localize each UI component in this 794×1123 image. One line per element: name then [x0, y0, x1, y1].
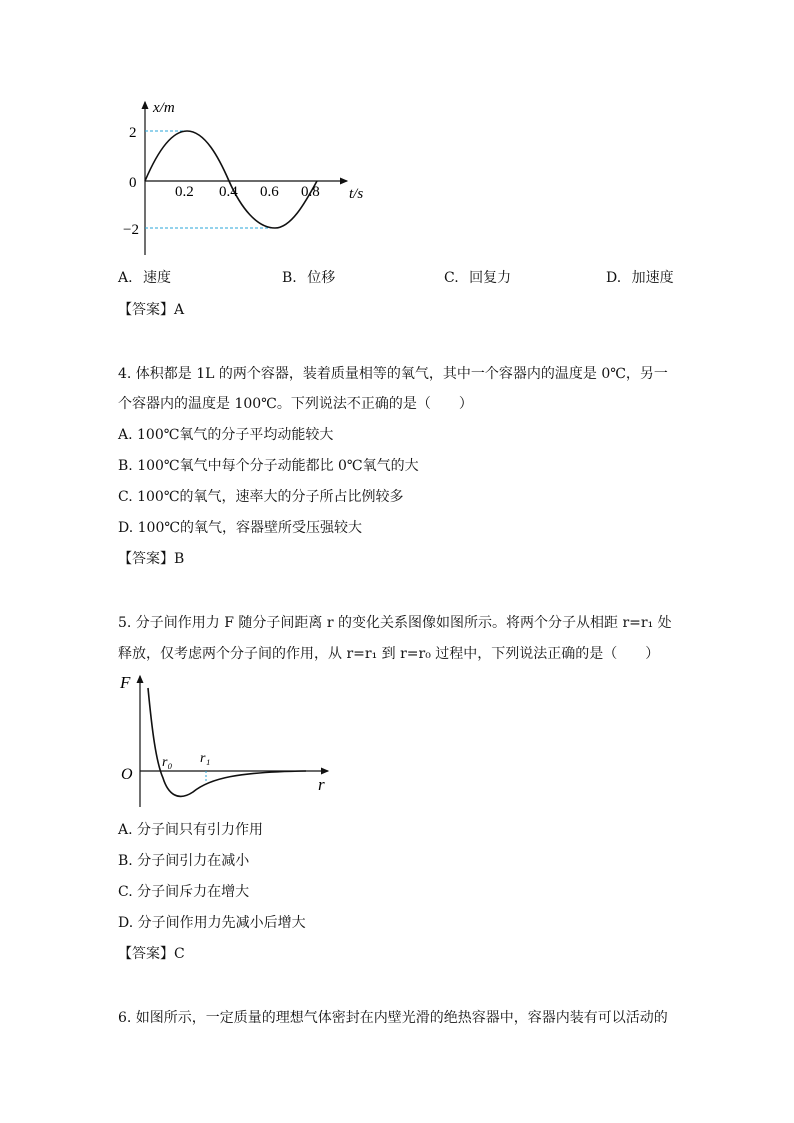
q5-option-b[interactable]: B. 分子间引力在减小 — [118, 853, 250, 869]
q5-answer: 【答案】C — [118, 946, 185, 962]
r-axis-label: r — [318, 775, 325, 794]
sine-curve — [145, 131, 317, 228]
x-tick-0.6: 0.6 — [260, 184, 279, 200]
r0-label: r₀ — [162, 755, 173, 770]
xt-graph — [125, 98, 365, 258]
q4-option-d[interactable]: D. 100℃的氧气，容器壁所受压强较大 — [118, 520, 363, 536]
origin-label: O — [121, 766, 133, 783]
q5-option-c[interactable]: C. 分子间斥力在增大 — [118, 884, 250, 900]
q5-option-d[interactable]: D. 分子间作用力先减小后增大 — [118, 915, 306, 931]
f-axis-label: F — [120, 673, 131, 692]
q5-option-a[interactable]: A. 分子间只有引力作用 — [118, 822, 264, 838]
option-letter: D. — [606, 270, 622, 286]
x-tick-0.4: 0.4 — [219, 184, 238, 200]
force-distance-graph — [118, 670, 338, 810]
y-tick-2: 2 — [129, 125, 137, 141]
option-letter: B. — [282, 270, 297, 286]
force-curve — [148, 688, 306, 796]
x-tick-0.2: 0.2 — [175, 184, 194, 200]
q4-option-b[interactable]: B. 100℃氧气中每个分子动能都比 0℃氧气的大 — [118, 458, 419, 474]
q6-stem-line1: 6. 如图所示，一定质量的理想气体密封在内壁光滑的绝热容器中，容器内装有可以活动的 — [118, 1010, 668, 1026]
option-letter: C. — [444, 270, 459, 286]
q4-stem-line1: 4. 体积都是 1L 的两个容器，装着质量相等的氧气，其中一个容器内的温度是 0℃，另一 — [118, 366, 668, 382]
option-text: 回复力 — [469, 270, 512, 286]
q4-stem-line2: 个容器内的温度是 100℃。下列说法不正确的是（ ） — [118, 396, 473, 412]
q3-option-b[interactable] — [282, 268, 335, 288]
x-tick-0.8: 0.8 — [301, 184, 320, 200]
option-letter: A. — [118, 270, 133, 286]
q4-option-c[interactable]: C. 100℃的氧气，速率大的分子所占比例较多 — [118, 489, 404, 505]
option-text: 速度 — [143, 270, 172, 286]
q3-answer: 【答案】A — [118, 302, 185, 318]
y-axis-label: x/m — [153, 100, 175, 116]
y-tick-neg2: −2 — [123, 222, 139, 238]
q3-option-c[interactable] — [444, 268, 511, 288]
q4-option-a[interactable]: A. 100℃氧气的分子平均动能较大 — [118, 427, 334, 443]
option-text: 加速度 — [631, 270, 674, 286]
y-tick-0: 0 — [129, 175, 137, 191]
q3-option-a[interactable] — [118, 268, 171, 288]
q5-stem-line1: 5. 分子间作用力 F 随分子间距离 r 的变化关系图像如图所示。将两个分子从相距 r=r₁ 处 — [118, 615, 672, 631]
q4-answer: 【答案】B — [118, 551, 185, 567]
option-text: 位移 — [307, 270, 336, 286]
r1-label: r₁ — [200, 751, 211, 766]
x-axis-label: t/s — [349, 186, 364, 202]
q3-option-d[interactable] — [606, 268, 674, 288]
q5-stem-line2: 释放，仅考虑两个分子间的作用，从 r=r₁ 到 r=r₀ 过程中，下列说法正确的是（ ） — [118, 646, 660, 662]
